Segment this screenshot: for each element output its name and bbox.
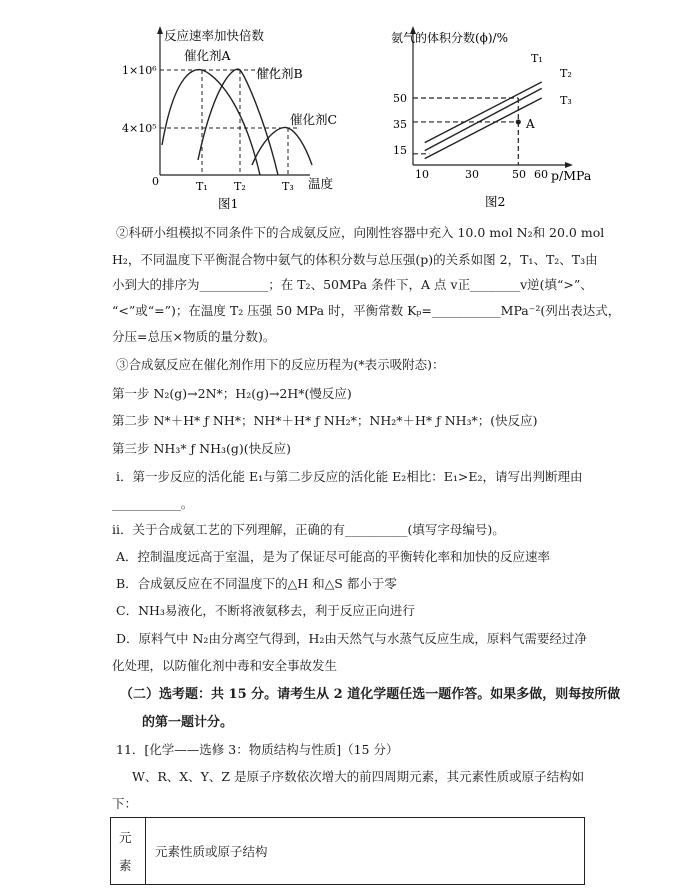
fig1-ytick-4e5: 4×10⁵ — [122, 122, 157, 135]
figure-2 — [385, 20, 615, 215]
fig2-point-a — [516, 119, 521, 124]
fig1-curve-catalyst-b — [198, 69, 278, 175]
fig2-series-t2: T₂ — [560, 67, 572, 80]
fig2-series-t3: T₃ — [560, 94, 572, 107]
table-col-element-char-1: 元 — [119, 830, 132, 845]
option-a: A．控制温度远高于室温，是为了保证尽可能高的平衡转化率和加快的反应速率 — [116, 549, 551, 564]
option-c: C．NH₃易液化，不断将液氨移去，利于反应正向进行 — [116, 603, 415, 618]
fig1-caption: 图1 — [218, 196, 239, 211]
table-col-element-char-2: 素 — [119, 858, 132, 873]
fig2-point-label: A — [526, 117, 535, 131]
fig2-ytick-50: 50 — [393, 92, 407, 105]
section-heading-line-2: 的第一题计分。 — [142, 715, 234, 730]
fig1-xtick-t3: T₃ — [282, 180, 294, 193]
fig1-y-arrow — [157, 26, 163, 34]
fig2-series-line-3 — [425, 98, 542, 159]
q2-line-2: H₂，不同温度下平衡混合物中氨气的体积分数与总压强(p)的关系如图 2，T₁、T₂、T₃由 — [112, 252, 598, 267]
sub-ii-line: ⅱ．关于合成氨工艺的下列理解，正确的有__________(填写字母编号)。 — [112, 522, 505, 537]
fig1-xtick-t1: T₁ — [196, 180, 208, 193]
sub-i-line-2: ___________。 — [112, 496, 194, 511]
fig2-ylabel: 氨气的体积分数(ϕ)/% — [391, 31, 508, 45]
fig1-label-catalyst-b: 催化剂B — [256, 66, 303, 81]
fig1-label-catalyst-a: 催化剂A — [184, 48, 231, 63]
step-2: 第二步 N*＋H* ƒ NH*；NH*＋H* ƒ NH₂*；NH₂*＋H* ƒ NH₃*；(快反应) — [112, 413, 538, 428]
q3-line-1: ③合成氨反应在催化剂作用下的反应历程为(*表示吸附态)： — [116, 357, 445, 372]
fig2-series-t1: T₁ — [531, 52, 543, 65]
fig2-xlabel: p/MPa — [551, 168, 592, 183]
fig2-series-line-1 — [425, 82, 542, 143]
fig1-xtick-t2: T₂ — [234, 180, 246, 193]
fig2-xtick-50: 50 — [512, 168, 526, 181]
question-11-title: 11．[化学——选修 3：物质结构与性质]（15 分） — [116, 742, 399, 757]
element-table — [110, 817, 585, 885]
table-col-property: 元素性质或原子结构 — [155, 844, 268, 859]
question-11-intro-1: W、R、X、Y、Z 是原子序数依次增大的前四周期元素，其元素性质或原子结构如 — [132, 769, 585, 784]
fig1-curve-catalyst-c — [252, 127, 312, 165]
figure-1 — [122, 20, 370, 215]
option-b: B．合成氨反应在不同温度下的△H 和△S 都小于零 — [116, 576, 397, 591]
fig1-xlabel: 温度 — [308, 176, 334, 191]
fig2-caption: 图2 — [485, 194, 506, 209]
q2-line-5: 分压=总压×物质的量分数)。 — [112, 329, 276, 344]
fig2-xtick-10: 10 — [415, 168, 429, 181]
option-d-line-1: D．原料气中 N₂由分离空气得到，H₂由天然气与水蒸气反应生成，原料气需要经过净 — [116, 631, 587, 646]
section-heading-line-1: （二）选考题：共 15 分。请考生从 2 道化学题任选一题作答。如果多做，则每按所做 — [120, 687, 621, 702]
fig2-xtick-30: 30 — [465, 168, 479, 181]
fig2-plot — [413, 82, 542, 165]
q2-line-4: “<”或“=”)；在温度 T₂ 压强 50 MPa 时，平衡常数 Kₚ=___________MPa⁻²(列出表达式， — [112, 303, 621, 318]
sub-i-line-1: ⅰ．第一步反应的活化能 E₁与第二步反应的活化能 E₂相比：E₁>E₂，请写出判断理由 — [116, 469, 583, 484]
fig2-series-line-2 — [425, 88, 542, 150]
fig2-ytick-15: 15 — [393, 144, 407, 157]
question-11-intro-2: 下： — [112, 796, 138, 811]
fig1-curve-catalyst-a — [162, 70, 260, 175]
step-3: 第三步 NH₃* ƒ NH₃(g)(快反应) — [112, 441, 292, 456]
fig1-label-catalyst-c: 催化剂C — [290, 112, 338, 127]
option-d-line-2: 化处理，以防催化剂中毒和安全事故发生 — [112, 658, 338, 673]
fig2-ytick-35: 35 — [393, 118, 407, 131]
q2-line-1: ②科研小组模拟不同条件下的合成氨反应，向刚性容器中充入 10.0 mol N₂和 20.0 mol — [116, 225, 605, 240]
fig1-ytick-1e6: 1×10⁶ — [122, 64, 157, 77]
q2-line-3: 小到大的排序为___________；在 T₂、50MPa 条件下，A 点 v正________v逆(填“>”、 — [112, 277, 593, 292]
table-col-element — [111, 818, 146, 884]
fig1-ylabel: 反应速率加快倍数 — [164, 28, 265, 43]
fig2-xtick-60: 60 — [534, 168, 548, 181]
step-1: 第一步 N₂(g)→2N*；H₂(g)→2H*(慢反应) — [112, 386, 352, 401]
fig1-origin: 0 — [152, 175, 159, 188]
